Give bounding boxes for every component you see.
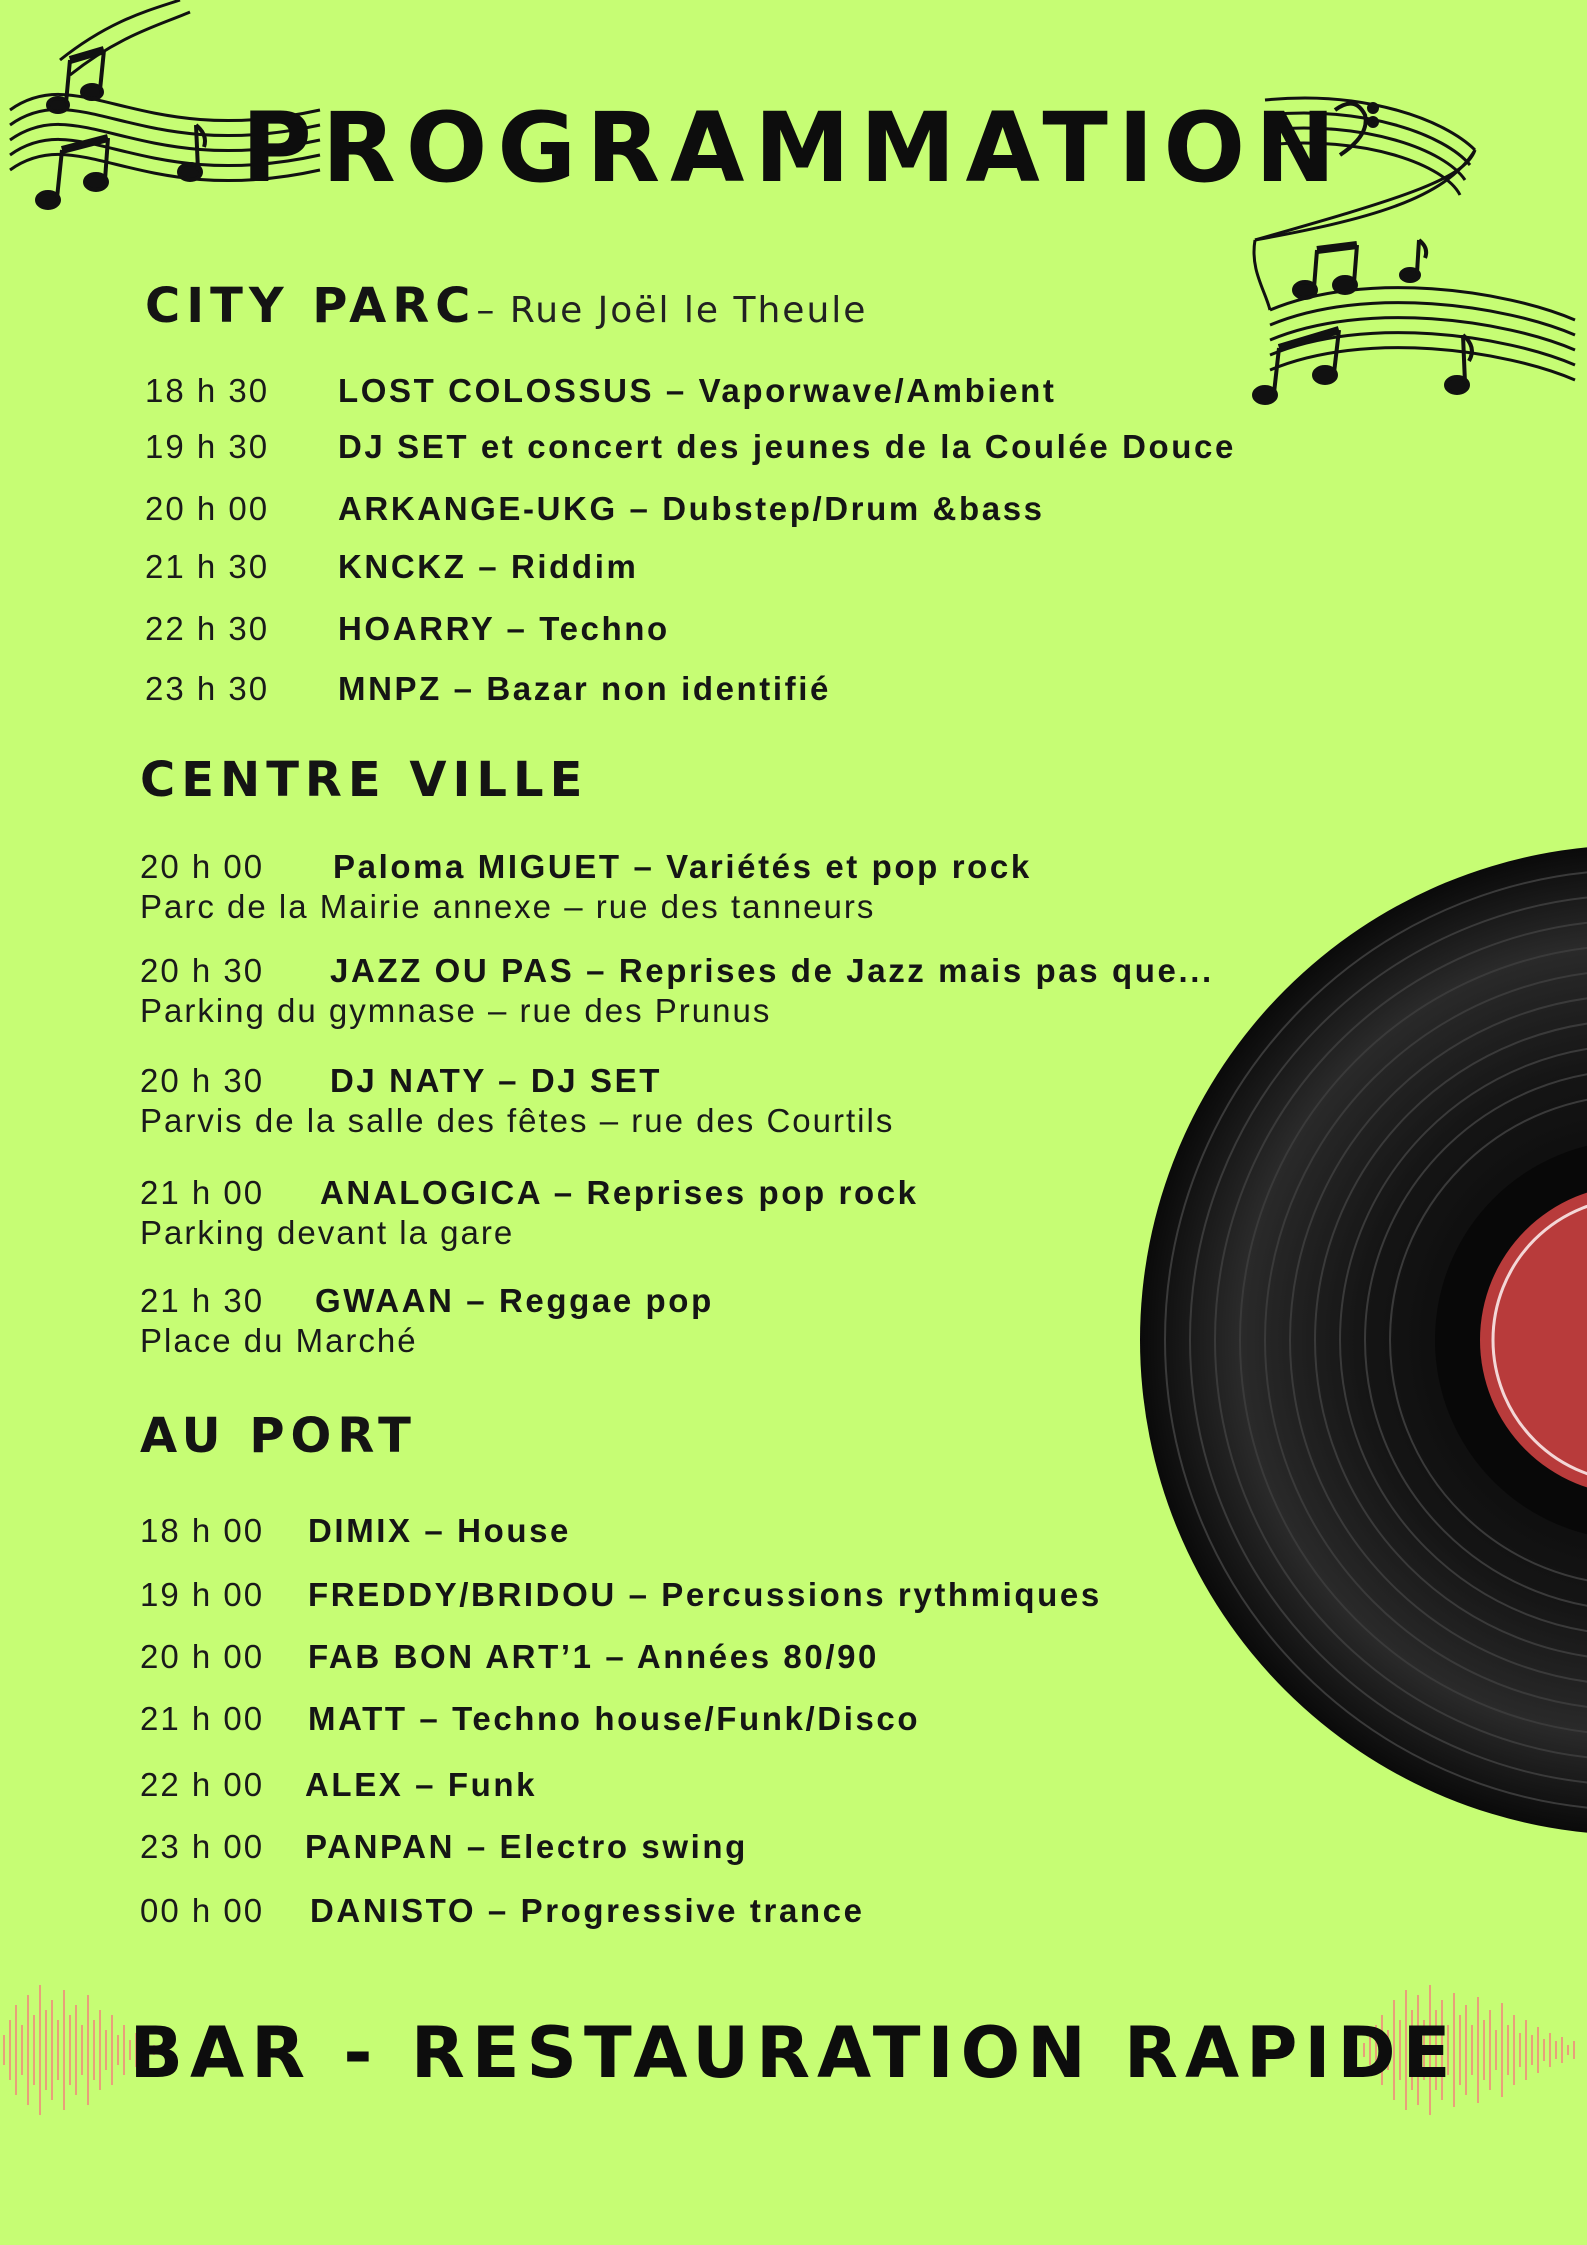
row-place: Place du Marché <box>140 1322 418 1359</box>
row-time: 20 h 30 <box>140 1062 265 1099</box>
schedule-row <box>140 1828 748 1866</box>
schedule-row <box>140 1638 879 1676</box>
row-act: DJ NATY – DJ SET <box>330 1062 662 1099</box>
row-place: Parc de la Mairie annexe – rue des tanneurs <box>140 888 876 925</box>
row-act: MATT – Techno house/Funk/Disco <box>308 1700 921 1737</box>
row-time: 00 h 00 <box>140 1892 265 1929</box>
schedule-row <box>145 490 1045 528</box>
row-act: Paloma MIGUET – Variétés et pop rock <box>333 848 1032 885</box>
schedule-row <box>140 1766 537 1804</box>
row-act: ARKANGE-UKG – Dubstep/Drum &bass <box>338 490 1045 527</box>
row-act: JAZZ OU PAS – Reprises de Jazz mais pas que... <box>330 952 1214 989</box>
row-time: 22 h 00 <box>140 1766 265 1803</box>
row-time: 20 h 00 <box>140 1638 265 1675</box>
schedule-row <box>145 372 1056 410</box>
row-place: Parvis de la salle des fêtes – rue des Courtils <box>140 1102 895 1139</box>
section-heading: AU PORT <box>140 1408 417 1464</box>
row-act: DJ SET et concert des jeunes de la Coulée Douce <box>338 428 1236 465</box>
row-act: FAB BON ART’1 – Années 80/90 <box>308 1638 880 1675</box>
schedule-row <box>140 1062 662 1100</box>
schedule-row <box>140 1512 571 1550</box>
schedule-row <box>140 1700 920 1738</box>
row-time: 21 h 30 <box>145 548 270 585</box>
row-time: 23 h 30 <box>145 670 270 707</box>
section-city-parc-header <box>145 278 867 334</box>
row-act: HOARRY – Techno <box>338 610 670 647</box>
row-act: LOST COLOSSUS – Vaporwave/Ambient <box>338 372 1057 409</box>
row-act: KNCKZ – Riddim <box>338 548 639 585</box>
section-heading: CENTRE VILLE <box>140 752 589 808</box>
row-time: 20 h 00 <box>140 848 265 885</box>
schedule-row <box>140 1892 865 1930</box>
schedule-row <box>145 548 638 586</box>
row-place: Parking du gymnase – rue des Prunus <box>140 992 772 1029</box>
schedule-row <box>140 848 1032 886</box>
row-time: 21 h 30 <box>140 1282 265 1319</box>
schedule-row <box>145 670 831 708</box>
page-title: PROGRAMMATION <box>241 92 1346 204</box>
row-time: 20 h 30 <box>140 952 265 989</box>
schedule-row <box>145 428 1236 466</box>
row-time: 18 h 30 <box>145 372 270 409</box>
row-time: 19 h 00 <box>140 1576 265 1613</box>
schedule-row <box>140 1174 919 1212</box>
schedule-row <box>140 952 1214 990</box>
row-time: 21 h 00 <box>140 1700 265 1737</box>
footer-banner: BAR - RESTAURATION RAPIDE <box>129 2012 1458 2094</box>
row-time: 21 h 00 <box>140 1174 265 1211</box>
row-place: Parking devant la gare <box>140 1214 515 1251</box>
row-act: ALEX – Funk <box>305 1766 538 1803</box>
row-time: 19 h 30 <box>145 428 270 465</box>
row-act: DIMIX – House <box>308 1512 572 1549</box>
row-time: 23 h 00 <box>140 1828 265 1865</box>
row-act: MNPZ – Bazar non identifié <box>338 670 831 707</box>
section-heading: CITY PARC <box>145 278 477 334</box>
row-act: PANPAN – Electro swing <box>305 1828 748 1865</box>
schedule-row <box>145 610 670 648</box>
row-act: DANISTO – Progressive trance <box>310 1892 865 1929</box>
schedule-row <box>140 1576 1102 1614</box>
row-act: ANALOGICA – Reprises pop rock <box>320 1174 919 1211</box>
row-time: 20 h 00 <box>145 490 270 527</box>
row-act: GWAAN – Reggae pop <box>315 1282 714 1319</box>
row-time: 22 h 30 <box>145 610 270 647</box>
schedule-row <box>140 1282 714 1320</box>
row-time: 18 h 00 <box>140 1512 265 1549</box>
section-subheading: – Rue Joël le Theule <box>476 290 868 331</box>
row-act: FREDDY/BRIDOU – Percussions rythmiques <box>308 1576 1102 1613</box>
